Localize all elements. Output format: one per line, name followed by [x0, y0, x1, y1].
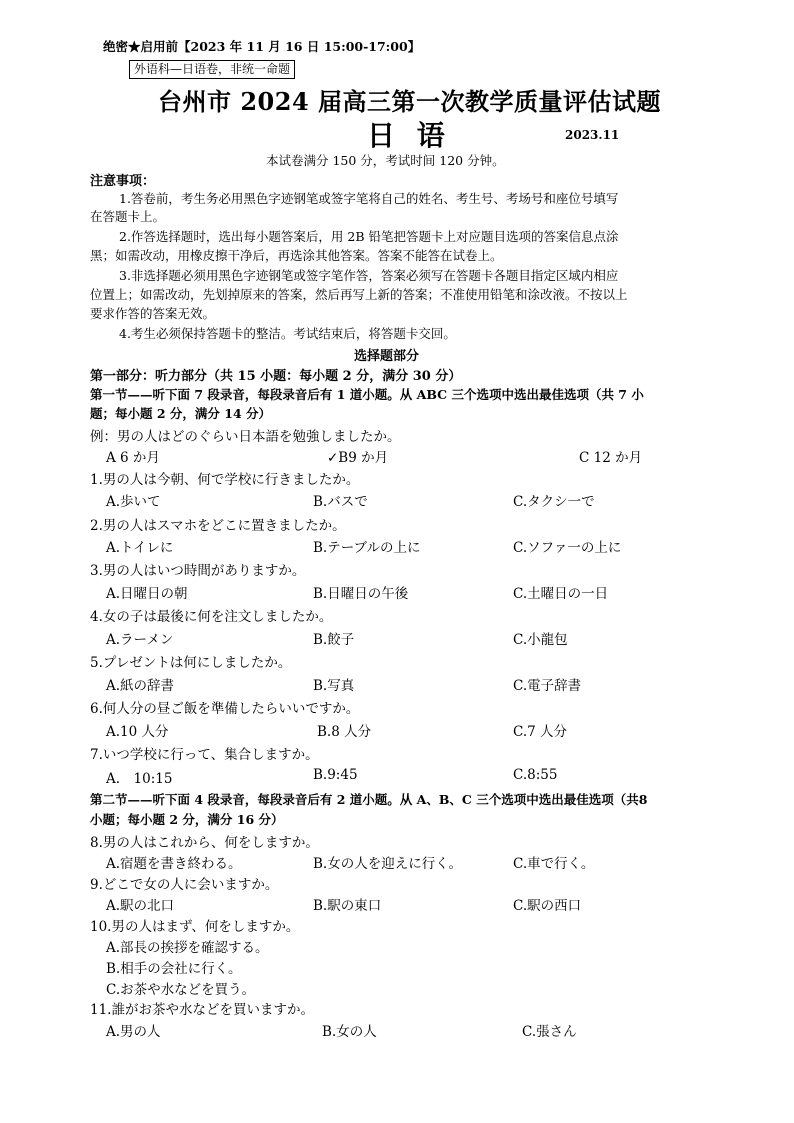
- option-c: C.7 人分: [513, 724, 568, 740]
- question: 8.男の人はこれから、何をしますか。: [90, 835, 319, 851]
- question: 2.男の人はスマホをどこに置きましたか。: [90, 518, 346, 534]
- notice-line: 要求作答的答案无效。: [90, 306, 216, 321]
- notice-line: 1.答卷前，考生务必用黑色字迹钢笔或签字笔将自己的姓名、考生号、考场号和座位号填写: [119, 191, 619, 206]
- option-a: A.ラーメン: [106, 632, 174, 648]
- question: 1.男の人は今朝、何で学校に行きましたか。: [90, 472, 360, 488]
- option-a: A.部長の挨拶を確認する。: [106, 940, 269, 956]
- page-title: 台州市 2024 届高三第一次教学质量评估试题: [158, 87, 662, 116]
- option-a: A.男の人: [106, 1024, 161, 1040]
- notice-heading: 注意事项：: [90, 174, 156, 189]
- notice-line: 在答题卡上。: [90, 209, 166, 224]
- sec1-instruction: 第一节——听下面 7 段录音，每段录音后有 1 道小题。从 ABC 三个选项中选出最佳选项（共 7 小: [90, 387, 644, 402]
- example-option-a: A 6 か月: [106, 450, 160, 466]
- option-c: C.駅の西口: [513, 898, 582, 914]
- option-c: C.ソファ一の上に: [513, 540, 622, 556]
- option-b: B.相手の会社に行く。: [106, 961, 242, 977]
- sec2-instruction: 小题；每小题 2 分，满分 16 分）: [90, 812, 284, 827]
- sec1-instruction: 题；每小题 2 分，满分 14 分）: [90, 406, 272, 421]
- option-c: C.タクシ一で: [513, 494, 595, 510]
- section-title: 选择题部分: [354, 349, 420, 364]
- question: 4.女の子は最後に何を注文しましたか。: [90, 609, 333, 625]
- subject-title: 日 语: [367, 119, 451, 152]
- notice-line: 黑；如需改动，用橡皮擦干净后，再选涂其他答案。答案不能答在试卷上。: [90, 248, 503, 263]
- option-b: B.駅の東口: [313, 898, 382, 914]
- option-b: B.餃子: [313, 632, 355, 648]
- example-question: 例：男の人はどのぐらい日本語を勉強しましたか。: [90, 429, 401, 445]
- part1-title: 第一部分：听力部分（共 15 小题：每小题 2 分，满分 30 分）: [90, 369, 462, 384]
- option-b: B.テーブルの上に: [313, 540, 421, 556]
- secret-line: 绝密★启用前【2023 年 11 月 16 日 15:00-17:00】: [103, 39, 421, 54]
- score-line: 本试卷满分 150 分，考试时间 120 分钟。: [266, 153, 505, 168]
- option-a: A.10 人分: [106, 724, 169, 740]
- paper-tag: 外语科—日语卷，非统一命题: [129, 60, 295, 79]
- option-b: B.女の人: [322, 1024, 377, 1040]
- question: 9.どこで女の人に会いますか。: [90, 877, 279, 893]
- option-c: C.お茶や水などを買う。: [106, 982, 256, 998]
- question: 3.男の人はいつ時間がありますか。: [90, 563, 306, 579]
- option-c: C.土曜日の一日: [513, 586, 609, 602]
- option-a: A.宿題を書き終わる。: [106, 856, 242, 872]
- option-a: A.紙の辞書: [106, 678, 175, 694]
- option-a: A. 10:15: [106, 771, 173, 787]
- exam-date: 2023.11: [565, 128, 620, 142]
- notice-line: 位置上；如需改动，先划掉原来的答案，然后再写上新的答案；不准使用铅笔和涂改液。不按以上: [90, 287, 628, 302]
- notice-line: 3.非选择题必须用黑色字迹钢笔或签字笔作答，答案必须写在答题卡各题目指定区域内相应: [119, 268, 619, 283]
- sec2-instruction: 第二节——听下面 4 段录音，每段录音后有 2 道小题。从 A、B、C 三个选项中选出最佳选项（共8: [90, 792, 648, 807]
- option-b: B.写真: [313, 678, 355, 694]
- option-b: B.女の人を迎えに行く。: [313, 856, 462, 872]
- option-a: A.駅の北口: [106, 898, 175, 914]
- option-c: C.張さん: [522, 1024, 577, 1040]
- option-c: C.車で行く。: [513, 856, 595, 872]
- option-a: A.歩いて: [106, 494, 161, 510]
- option-b: B.9:45: [313, 767, 358, 783]
- example-option-c: C 12 か月: [579, 450, 643, 466]
- question: 6.何人分の昼ご飯を準備したらいいですか。: [90, 701, 360, 717]
- option-c: C.電子辞書: [513, 678, 582, 694]
- option-a: A.トイレに: [106, 540, 174, 556]
- option-c: C.小龍包: [513, 632, 568, 648]
- option-b: B.日曜日の午後: [313, 586, 409, 602]
- option-b: B.8 人分: [317, 724, 372, 740]
- question: 7.いつ学校に行って、集合しますか。: [90, 747, 319, 763]
- question: 10.男の人はまず、何をしますか。: [90, 919, 300, 935]
- option-c: C.8:55: [513, 767, 558, 783]
- question: 5.プレゼントは何にしましたか。: [90, 655, 292, 671]
- example-option-b: ✓B9 か月: [327, 450, 389, 466]
- notice-line: 4.考生必须保持答题卡的整洁。考试结束后，将答题卡交回。: [119, 326, 456, 341]
- notice-line: 2.作答选择题时，选出每小题答案后，用 2B 铅笔把答题卡上对应题目选项的答案信息点涂: [119, 229, 619, 244]
- option-b: B.バスで: [313, 494, 368, 510]
- option-a: A.日曜日の朝: [106, 586, 188, 602]
- question: 11.誰がお茶や水などを買いますか。: [90, 1002, 314, 1018]
